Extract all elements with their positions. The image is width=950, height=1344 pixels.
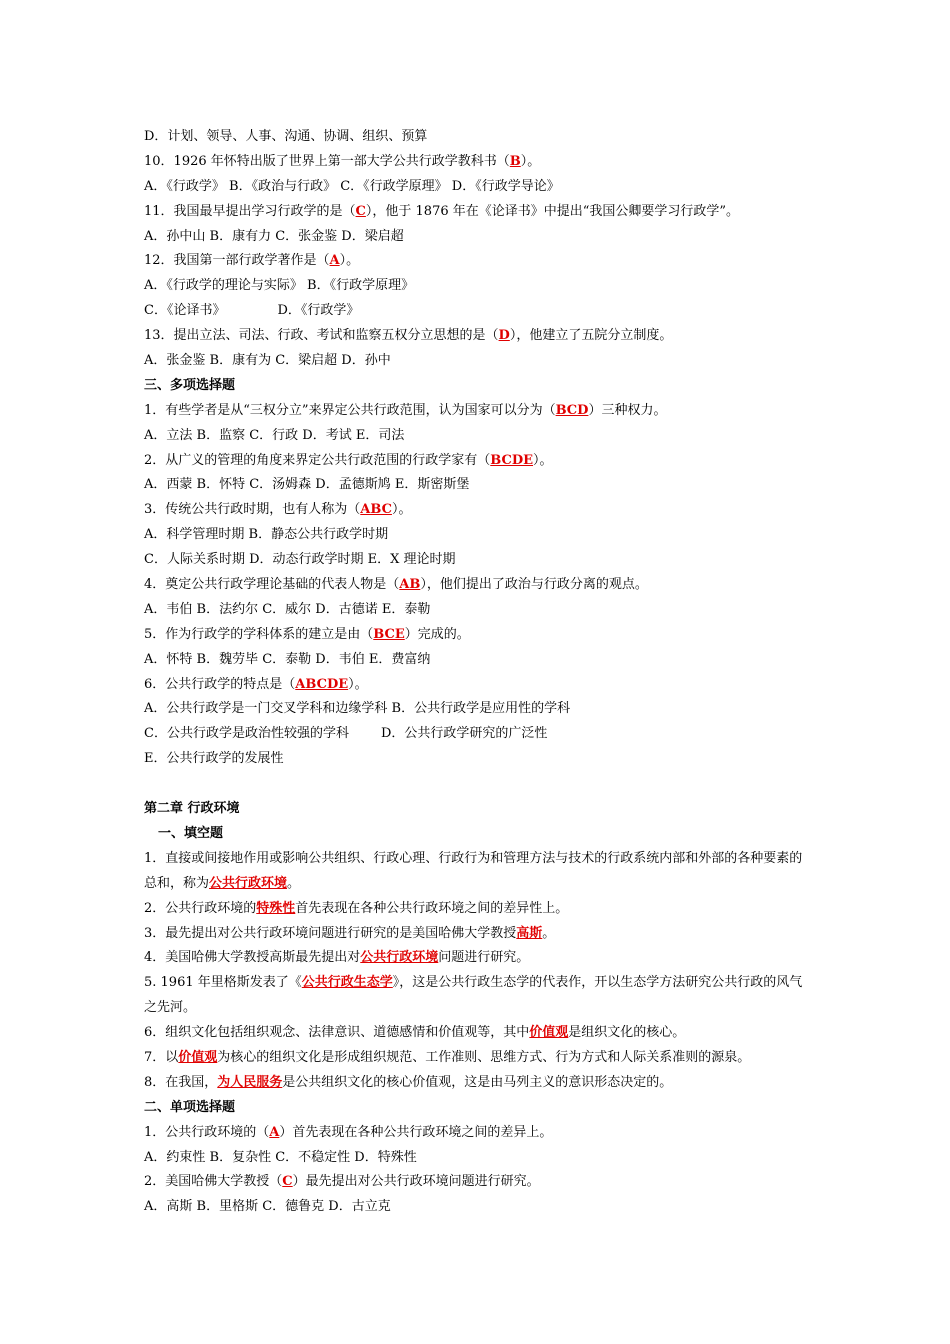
section-heading <box>144 1096 814 1121</box>
answer-text: 公共行政生态学 <box>301 975 393 991</box>
text-segment: 8．在我国， <box>144 1074 218 1090</box>
text-segment: E．公共行政学的发展性 <box>144 751 284 767</box>
text-line <box>144 1170 814 1195</box>
answer-text: C <box>282 1174 293 1190</box>
text-segment: D．计划、领导、人事、沟通、协调、组织、预算 <box>144 129 428 144</box>
text-line <box>144 324 814 349</box>
text-line <box>144 299 814 324</box>
text-segment: 2．美国哈佛大学教授（ <box>144 1174 283 1190</box>
text-line <box>144 648 814 673</box>
text-line <box>144 922 814 947</box>
answer-text: 公共行政环境 <box>360 950 439 966</box>
section-heading <box>144 797 814 822</box>
text-segment: ）最先提出对公共行政环境问题进行研究。 <box>292 1174 540 1190</box>
text-line <box>144 399 814 424</box>
answer-text: A <box>329 253 340 269</box>
text-segment: 。 <box>542 925 556 941</box>
text-segment: C．公共行政学是政治性较强的学科 <box>144 726 349 742</box>
text-segment: ），他于 1876 年在《论译书》中提出“我国公卿要学习行政学”。 <box>365 203 740 219</box>
text-line <box>144 1046 814 1071</box>
answer-text: 价值观 <box>178 1050 218 1066</box>
text-segment: ）。 <box>391 502 412 518</box>
text-segment: 1．公共行政环境的（ <box>144 1124 270 1140</box>
text-line <box>144 673 814 698</box>
text-line <box>144 523 814 548</box>
text-segment: 是组织文化的核心。 <box>568 1025 686 1041</box>
text-segment: A．《行政学》 B．《政治与行政》 C．《行政学原理》 D．《行政学导论》 <box>144 178 560 194</box>
text-segment: A．公共行政学是一门交叉学科和边缘学科 B．公共行政学是应用性的学科 <box>144 701 571 717</box>
text-line <box>144 897 814 922</box>
text-line <box>144 125 814 150</box>
text-line <box>144 1121 814 1146</box>
text-line <box>144 697 814 722</box>
text-paragraph <box>144 971 814 1021</box>
answer-text: AB <box>399 577 421 593</box>
text-segment: ）三种权力。 <box>588 402 667 418</box>
text-segment: A．西蒙 B．怀特 C．汤姆森 D．孟德斯鸠 E．斯密斯堡 <box>144 477 470 493</box>
text-segment: 二、单项选择题 <box>144 1099 236 1115</box>
text-line <box>144 200 814 225</box>
text-line <box>144 1071 814 1096</box>
text-segment: D．《行政学》 <box>277 303 360 319</box>
text-line <box>144 722 814 747</box>
text-segment: 3．传统公共行政时期，也有人称为（ <box>144 502 361 518</box>
text-line <box>144 349 814 374</box>
text-segment: ），他建立了五院分立制度。 <box>509 328 673 344</box>
text-segment: 2．从广义的管理的角度来界定公共行政范围的行政学家有（ <box>144 452 491 468</box>
text-segment: D．公共行政学研究的广泛性 <box>380 726 548 742</box>
text-segment: C．人际关系时期 D．动态行政学时期 E．X 理论时期 <box>144 552 456 568</box>
text-segment: A．立法 B．监察 C．行政 D．考试 E．司法 <box>144 427 405 443</box>
text-line <box>144 548 814 573</box>
text-segment: A．怀特 B．魏劳毕 C．泰勒 D．韦伯 E．费富纳 <box>144 651 431 667</box>
text-segment: ），他们提出了政治与行政分离的观点。 <box>420 577 648 593</box>
text-segment: A．韦伯 B．法约尔 C．威尔 D．古德诺 E．泰勒 <box>144 601 431 617</box>
answer-text: BCDE <box>490 452 534 468</box>
text-segment: 4．奠定公共行政学理论基础的代表人物是（ <box>144 577 400 593</box>
text-segment: 。 <box>287 875 301 891</box>
text-line <box>144 150 814 175</box>
text-segment: A．张金鉴 B．康有为 C．梁启超 D．孙中 <box>144 353 391 369</box>
blank-line <box>144 772 814 797</box>
text-segment: A．高斯 B．里格斯 C．德鲁克 D．古立克 <box>144 1199 391 1215</box>
text-segment: ）。 <box>533 452 553 468</box>
text-segment: ）。 <box>348 676 368 692</box>
text-segment: C．《论译书》 <box>144 303 226 319</box>
text-line <box>144 249 814 274</box>
text-line <box>144 573 814 598</box>
answer-text: C <box>355 203 366 219</box>
answer-text: 价值观 <box>529 1025 569 1041</box>
text-line <box>144 274 814 299</box>
answer-text: ABCDE <box>295 676 349 692</box>
text-segment: 5．作为行政学的学科体系的建立是由（ <box>144 626 374 642</box>
answer-text: A <box>269 1124 280 1140</box>
text-segment: ）完成的。 <box>404 626 470 642</box>
answer-text: BCD <box>555 402 589 418</box>
text-segment: A．科学管理时期 B．静态公共行政学时期 <box>144 527 389 543</box>
text-line <box>144 473 814 498</box>
text-segment: 5. 1961 年里格斯发表了《 <box>144 975 302 991</box>
text-segment: 》，这是公共行政生态学的代表作，开以生态学方法研究公共行政的风气之先河。 <box>144 975 803 1016</box>
text-line <box>144 1021 814 1046</box>
text-segment: 1．有些学者是从“三权分立”来界定公共行政范围，认为国家可以分为（ <box>144 402 556 418</box>
text-line <box>144 747 814 772</box>
text-segment: 为核心的组织文化是形成组织规范、工作准则、思维方式、行为方式和人际关系准则的源泉。 <box>217 1050 751 1066</box>
text-segment: 三、多项选择题 <box>144 377 236 393</box>
text-line <box>144 498 814 523</box>
text-line <box>144 225 814 250</box>
text-paragraph <box>144 847 814 897</box>
section-heading <box>144 374 814 399</box>
text-segment: 10．1926 年怀特出版了世界上第一部大学公共行政学教科书（ <box>144 153 510 169</box>
text-line <box>144 424 814 449</box>
text-line <box>144 598 814 623</box>
text-line <box>144 946 814 971</box>
text-segment: 2．公共行政环境的 <box>144 900 257 916</box>
text-segment: ）。 <box>520 153 541 169</box>
text-segment: 13．提出立法、司法、行政、考试和监察五权分立思想的是（ <box>144 328 499 344</box>
text-segment: 是公共组织文化的核心价值观，这是由马列主义的意识形态决定的。 <box>282 1074 673 1090</box>
text-line <box>144 1146 814 1171</box>
text-line <box>144 449 814 474</box>
answer-text: D <box>498 328 510 344</box>
text-segment: A．《行政学的理论与实际》 B．《行政学原理》 <box>144 278 415 294</box>
text-segment: ）首先表现在各种公共行政环境之间的差异上。 <box>279 1124 553 1140</box>
answer-text: 为人民服务 <box>217 1074 283 1090</box>
text-segment: ）。 <box>339 253 360 269</box>
text-segment: 11．我国最早提出学习行政学的是（ <box>144 203 356 219</box>
text-segment: 首先表现在各种公共行政环境之间的差异性上。 <box>295 900 569 916</box>
answer-text: 高斯 <box>516 925 543 941</box>
section-heading <box>144 822 814 847</box>
text-segment: 3．最先提出对公共行政环境问题进行研究的是美国哈佛大学教授 <box>144 925 517 941</box>
text-segment: 6．组织文化包括组织观念、法律意识、道德感情和价值观等，其中 <box>144 1025 530 1041</box>
text-segment: A．约束性 B．复杂性 C．不稳定性 D．特殊性 <box>144 1149 417 1165</box>
text-line <box>144 623 814 648</box>
text-line <box>144 175 814 200</box>
answer-text: ABC <box>360 502 392 518</box>
text-segment: 第二章 行政环境 <box>144 801 240 817</box>
answer-text: BCE <box>373 626 405 642</box>
text-segment: 一、填空题 <box>158 825 224 841</box>
text-segment: 1．直接或间接地作用或影响公共组织、行政心理、行政行为和管理方法与技术的行政系统内部和外部的各种要素的总和，称为 <box>144 850 803 891</box>
text-segment: 问题进行研究。 <box>438 950 530 966</box>
text-segment: 12．我国第一部行政学著作是（ <box>144 253 330 269</box>
text-segment: 4．美国哈佛大学教授高斯最先提出对 <box>144 950 361 966</box>
text-segment: A．孙中山 B．康有力 C．张金鉴 D．梁启超 <box>144 228 404 244</box>
text-segment: 7．以 <box>144 1050 179 1066</box>
answer-text: 公共行政环境 <box>209 875 288 891</box>
document-body <box>144 125 814 1220</box>
text-line <box>144 1195 814 1220</box>
text-segment: 6．公共行政学的特点是（ <box>144 676 296 692</box>
answer-text: B <box>509 153 521 169</box>
answer-text: 特殊性 <box>256 900 296 916</box>
